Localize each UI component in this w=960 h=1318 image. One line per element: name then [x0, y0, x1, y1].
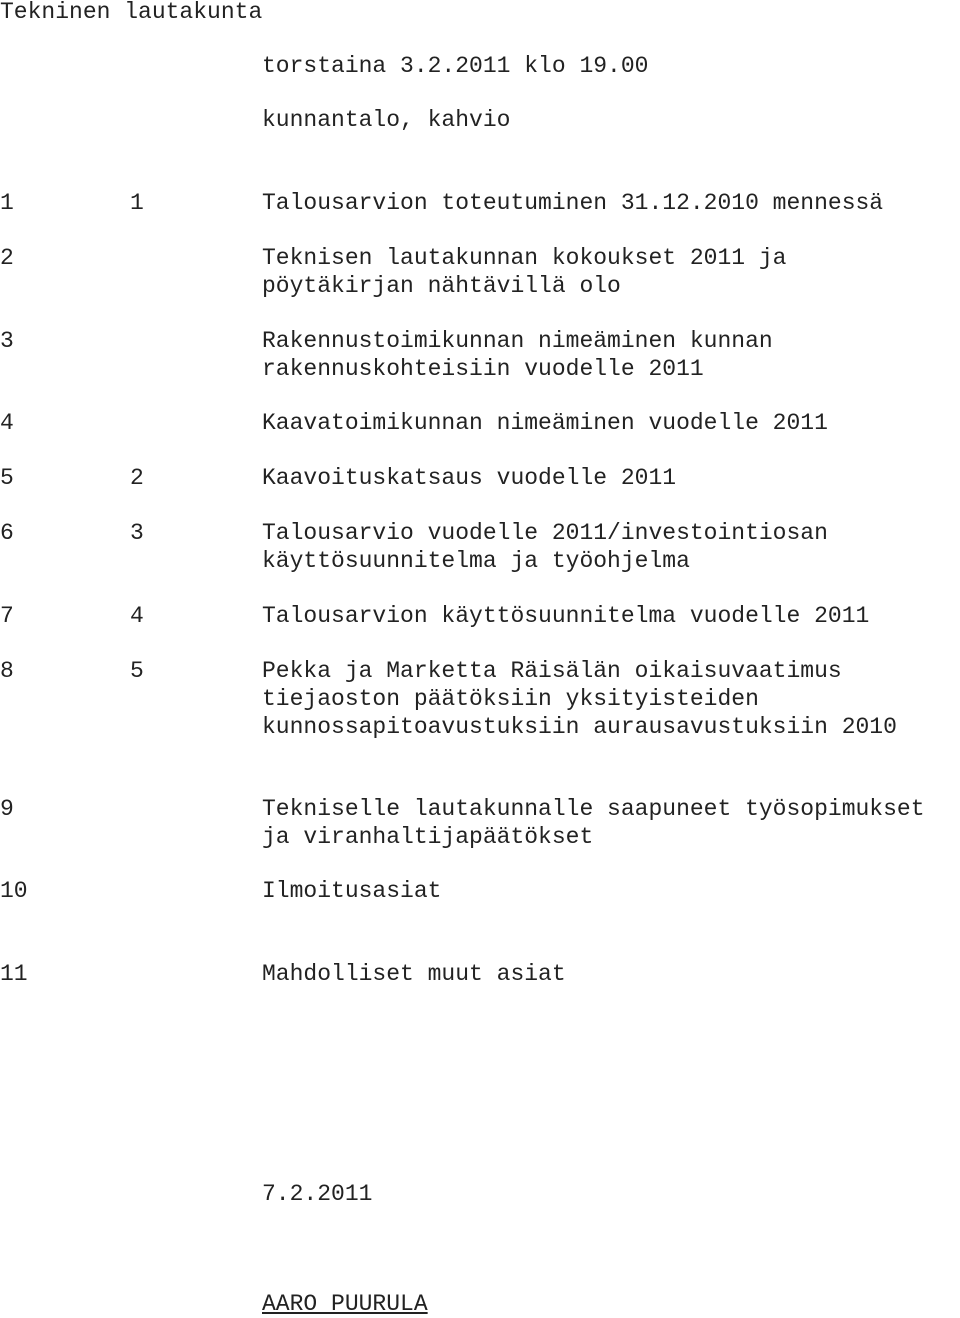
section-number: 5 — [130, 658, 144, 684]
signer-name: AARO PUURULA — [262, 1291, 428, 1317]
item-number: 9 — [0, 796, 14, 822]
item-title: Talousarvion toteutuminen 31.12.2010 mennessä — [262, 190, 884, 216]
item-title: Rakennustoimikunnan nimeäminen kunnan rakennuskohteisiin vuodelle 2011 — [262, 328, 773, 382]
section-number: 3 — [130, 520, 144, 546]
section-number: 1 — [130, 190, 144, 216]
item-number: 7 — [0, 603, 14, 629]
item-title: Talousarvion käyttösuunnitelma vuodelle 2011 — [262, 603, 870, 629]
item-number: 4 — [0, 410, 14, 436]
item-title: Teknisen lautakunnan kokoukset 2011 ja pöytäkirjan nähtävillä olo — [262, 245, 787, 299]
meeting-place: kunnantalo, kahvio — [262, 107, 511, 133]
item-title: Mahdolliset muut asiat — [262, 961, 566, 987]
item-title: Ilmoitusasiat — [262, 878, 442, 904]
organization-title: Tekninen lautakunta — [0, 0, 263, 25]
meeting-time: torstaina 3.2.2011 klo 19.00 — [262, 53, 649, 79]
item-number: 5 — [0, 465, 14, 491]
section-number: 4 — [130, 603, 144, 629]
section-number: 2 — [130, 465, 144, 491]
item-title: Kaavoituskatsaus vuodelle 2011 — [262, 465, 677, 491]
item-number: 2 — [0, 245, 14, 271]
item-number: 1 — [0, 190, 14, 216]
item-title: Kaavatoimikunnan nimeäminen vuodelle 2011 — [262, 410, 828, 436]
document-date: 7.2.2011 — [262, 1181, 373, 1207]
item-number: 3 — [0, 328, 14, 354]
item-title: Tekniselle lautakunnalle saapuneet työsopimukset ja viranhaltijapäätökset — [262, 796, 925, 850]
item-number: 8 — [0, 658, 14, 684]
item-number: 10 — [0, 878, 28, 904]
item-number: 11 — [0, 961, 28, 987]
item-title: Talousarvio vuodelle 2011/investointiosan käyttösuunnitelma ja työohjelma — [262, 520, 828, 574]
item-number: 6 — [0, 520, 14, 546]
item-title: Pekka ja Marketta Räisälän oikaisuvaatimus tiejaoston päätöksiin yksityisteiden kunnossapitoavustuksiin aurausavustuksiin 2010 — [262, 658, 897, 740]
